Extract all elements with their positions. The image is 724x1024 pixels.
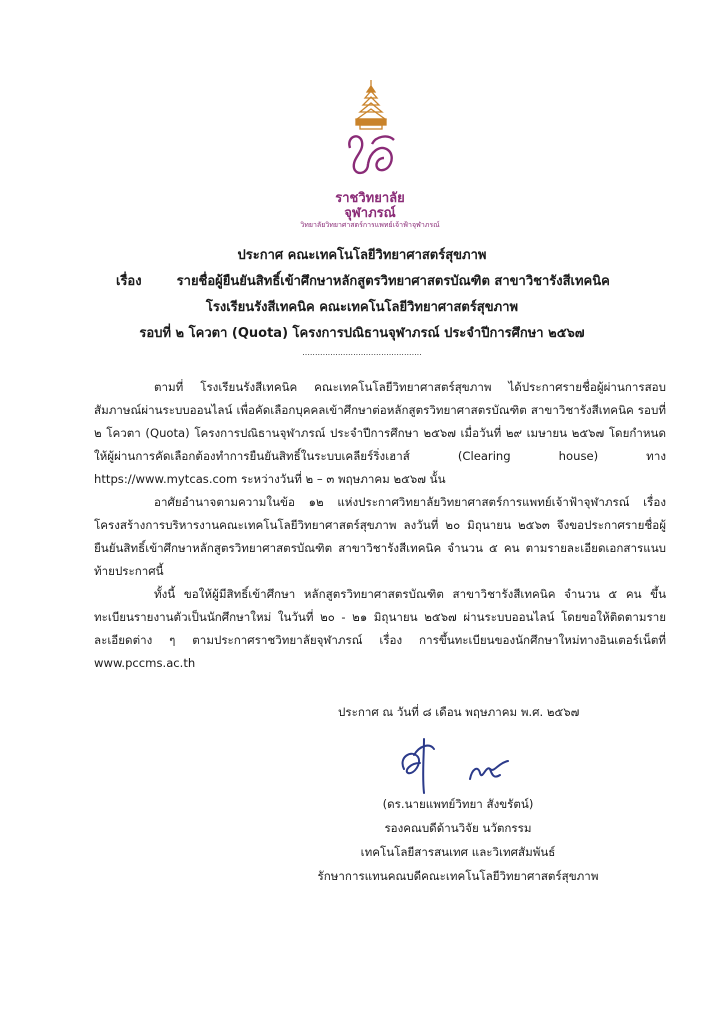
signer-title-2: เทคโนโลยีสารสนเทศ และวิเทศสัมพันธ์ (360, 845, 556, 859)
paragraph-2: อาศัยอำนาจตามความในข้อ ๑๒ แห่งประกาศวิทยาลัยวิทยาศาสตร์การแพทย์เจ้าฟ้าจุฬาภรณ์ เรื่อง โครงสร้างการบริหารงานคณะเทคโนโลยีวิทยาศาสตร์สุขภาพ ลงวันที่ ๒๐ มิถุนายน ๒๕๖๓ จึงขอประกาศรายชื่อผู้ยืนยันสิทธิ์เข้าศึกษาหลักสูตรวิทยาศาสตรบัณฑิต สาขาวิชารังสีเทคนิค จำนวน ๕ คน ตามรายละเอียดเอกสารแนบท้ายประกาศนี้ (94, 495, 666, 578)
signer-name: (ดร.นายแพทย์วิทยา สังขรัตน์) (382, 797, 534, 811)
signer-title-3: รักษาการแทนคณบดีคณะเทคโนโลยีวิทยาศาสตร์สุขภาพ (317, 869, 599, 883)
announce-date: ประกาศ ณ วันที่ ๘ เดือน พฤษภาคม พ.ศ. ๒๕๖๗ (338, 705, 580, 719)
subject-line-3: รอบที่ ๒ โควตา (Quota) โครงการปณิธานจุฬาภรณ์ ประจำปีการศึกษา ๒๕๖๗ (139, 326, 585, 341)
paragraph-1: ตามที่ โรงเรียนรังสีเทคนิค คณะเทคโนโลยีวิทยาศาสตร์สุขภาพ ได้ประกาศรายชื่อผู้ผ่านการสอบสัมภาษณ์ผ่านระบบออนไลน์ เพื่อคัดเลือกบุคคลเข้าศึกษาต่อหลักสูตรวิทยาศาสตรบัณฑิต สาขาวิชารังสีเทคนิค รอบที่ ๒ โควตา (Quota) โครงการปณิธานจุฬาภรณ์ ประจำปีการศึกษา ๒๕๖๗ เมื่อวันที่ ๒๙ เมษายน ๒๕๖๗ โดยกำหนดให้ผู้ผ่านการคัดเลือกต้องทำการยืนยันสิทธิ์ในระบบเคลียร์ริ่งเฮาส์ (Clearing house) ทาง https://www.mytcas.com ระหว่างวันที่ ๒ – ๓ พฤษภาคม ๒๕๖๗ นั้น (94, 380, 666, 486)
subject-line-2: โรงเรียนรังสีเทคนิค คณะเทคโนโลยีวิทยาศาสตร์สุขภาพ (205, 300, 519, 315)
logo-subtitle: วิทยาลัยวิทยาศาสตร์การแพทย์เจ้าฟ้าจุฬาภรณ์ (300, 221, 440, 229)
subject-text: รายชื่อผู้ยืนยันสิทธิ์เข้าศึกษาหลักสูตรวิทยาศาสตรบัณฑิต สาขาวิชารังสีเทคนิค (176, 274, 610, 289)
announcement-body (94, 376, 666, 675)
crown-icon (356, 80, 386, 129)
paragraph-3: ทั้งนี้ ขอให้ผู้มีสิทธิ์เข้าศึกษา หลักสูตรวิทยาศาสตรบัณฑิต สาขาวิชารังสีเทคนิค จำนวน ๕ คน ขึ้นทะเบียนรายงานตัวเป็นนักศึกษาใหม่ ในวันที่ ๒๐ - ๒๑ มิถุนายน ๒๕๖๗ ผ่านระบบออนไลน์ โดยขอให้ติดตามรายละเอียดต่าง ๆ ตามประกาศราชวิทยาลัยจุฬาภรณ์ เรื่อง การขึ้นทะเบียนของนักศึกษาใหม่ทางอินเตอร์เน็ตที่ www.pccms.ac.th (94, 587, 666, 670)
signer-title-1: รองคณบดีด้านวิจัย นวัตกรรม (384, 821, 532, 835)
logo-name-line1: ราชวิทยาลัย (335, 191, 405, 206)
logo-name-line2: จุฬาภรณ์ (344, 206, 396, 221)
college-logo-emblem (336, 78, 406, 178)
announcement-title: ประกาศ คณะเทคโนโลยีวิทยาศาสตร์สุขภาพ (237, 248, 487, 263)
signature-icon (390, 735, 530, 795)
monogram-icon (349, 136, 394, 173)
subject-line (116, 270, 610, 291)
subject-label: เรื่อง (116, 274, 142, 289)
separator: ............................................... (302, 348, 422, 357)
